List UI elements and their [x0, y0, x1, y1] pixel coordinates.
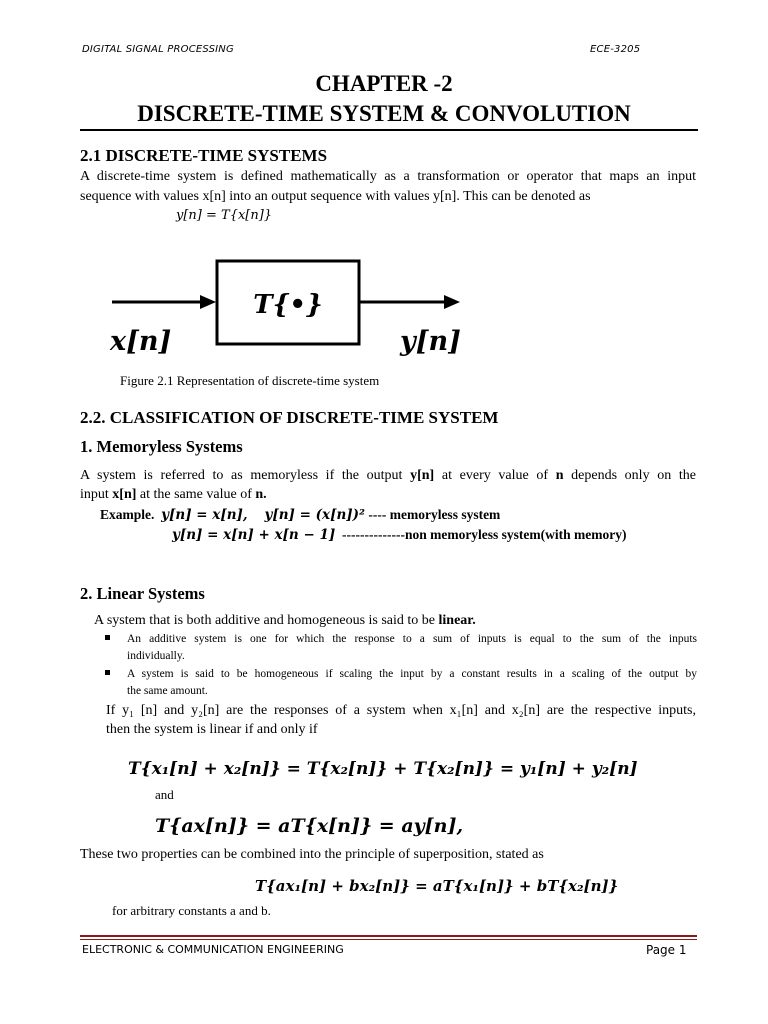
linearity-condition-line1: If y₁ [n] and y₂[n] are the responses of a system when x₁[n] and x₂[n] are the respective inputs, [106, 703, 696, 718]
memoryless-example-line1: Example. y[n] = x[n], y[n] = (x[n])² ---- memoryless system [100, 507, 501, 523]
footer-department: ELECTRONIC & COMMUNICATION ENGINEERING [82, 943, 344, 956]
memoryless-example-line2: y[n] = x[n] + x[n − 1] --------------non memoryless system(with memory) [172, 527, 627, 543]
running-header-left: DIGITAL SIGNAL PROCESSING [82, 44, 234, 55]
running-header-right: ECE-3205 [590, 44, 641, 55]
memoryless-paragraph-line2: input x[n] at the same value of n. [80, 487, 267, 502]
footer-rule-top [80, 935, 697, 937]
bullet-homogeneous: A system is said to be homogeneous if scaling the input by a constant results in a scaling of the output by the same amount. [127, 668, 697, 697]
superposition-intro: These two properties can be combined into the principle of superposition, stated as [80, 847, 544, 862]
system-operator-label: T{•} [253, 290, 323, 320]
footer-rule-bottom [80, 939, 697, 940]
bullet-marker [105, 670, 110, 675]
and-connector: and [155, 787, 174, 802]
output-signal-label: y[n] [400, 326, 461, 357]
linear-intro: A system that is both additive and homogeneous is said to be linear. [94, 613, 476, 628]
homogeneity-equation: T{ax[n]} = aT{x[n]} = ay[n], [155, 815, 464, 837]
chapter-number: CHAPTER -2 [315, 71, 453, 96]
s21-paragraph-line1: A discrete-time system is defined mathematically as a transformation or operator that maps an input [80, 169, 696, 184]
title-rule [80, 129, 698, 131]
section-2-1-heading: 2.1 DISCRETE-TIME SYSTEMS [80, 146, 328, 165]
input-arrowhead [200, 295, 216, 309]
bullet-additive: An additive system is one for which the response to a sum of inputs is equal to the sum of the inputs individually. [127, 633, 697, 662]
page-number: Page 1 [646, 943, 687, 957]
arbitrary-constants-note: for arbitrary constants a and b. [112, 903, 271, 918]
memoryless-paragraph-line1: A system is referred to as memoryless if the output y[n] at every value of n depends only on the [80, 468, 696, 483]
memoryless-heading: 1. Memoryless Systems [80, 437, 243, 456]
s21-paragraph-line2: sequence with values x[n] into an output sequence with values y[n]. This can be denoted as [80, 189, 591, 204]
output-arrowhead [444, 295, 460, 309]
linear-heading: 2. Linear Systems [80, 584, 205, 603]
figure-caption: Figure 2.1 Representation of discrete-time system [120, 373, 380, 388]
input-signal-label: x[n] [110, 326, 172, 357]
system-block-diagram [100, 250, 480, 365]
linearity-condition-line2: then the system is linear if and only if [106, 722, 318, 737]
section-2-2-heading: 2.2. CLASSIFICATION OF DISCRETE-TIME SYSTEM [80, 408, 499, 427]
additivity-equation: T{x₁[n] + x₂[n]} = T{x₂[n]} + T{x₂[n]} = y₁[n] + y₂[n] [128, 759, 638, 779]
superposition-equation: T{ax₁[n] + bx₂[n]} = aT{x₁[n]} + bT{x₂[n]} [255, 877, 619, 895]
bullet-marker [105, 635, 110, 640]
system-equation: y[n] = T{x[n]} [176, 208, 273, 223]
chapter-title: DISCRETE-TIME SYSTEM & CONVOLUTION [137, 101, 631, 126]
